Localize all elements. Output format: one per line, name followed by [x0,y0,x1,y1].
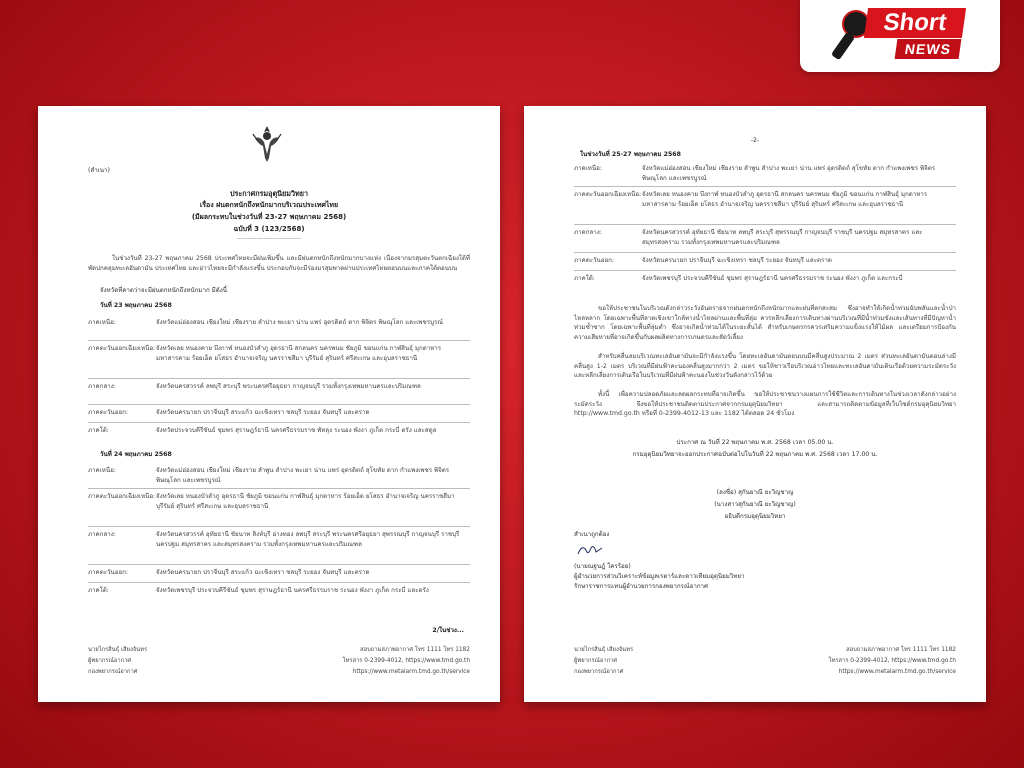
row-divider [88,488,470,489]
region-row [88,408,470,418]
certifier-name: (นายณฐนฎ์ ใครร้อย) [574,563,631,570]
region-provinces: จังหวัดเลย หนองคาย บึงกาฬ หนองบัวลำภู อุดรธานี สกลนคร นครพนม ชัยภูมิ ขอนแก่น กาฬสินธุ์ มุกดาหาร มหาสารคาม ร้อยเอ็ด ยโสธร อำนาจเจริญ นครราชสีมา บุรีรัมย์ สุรินทร์ ศรีสะเกษ และอุบลราชธานี [156,345,442,362]
advice-paragraph: ทั้งนี้ เพื่อความปลอดภัยและลดผลกระทบที่อาจเกิดขึ้น ขอให้ประชาชนวางแผนการใช้ชีวิตและการเดินทางในช่วงเวลาดังกล่าวอย่างระมัดระวัง จึงขอให้ประชาชนติดตามประกาศจากกรมอุตุนิยมวิทยา และสามารถติดตามข้อมูลที่เว็บไซต์กรมอุตุนิยมวิทยา http://www.tmd.go.th หรือที่ 0-2399-4012-13 และ 1182 ได้ตลอด 24 ชั่วโมง [574,391,956,418]
region-provinces: จังหวัดแม่ฮ่องสอน เชียงใหม่ เชียงราย ลำปาง พะเยา น่าน แพร่ อุตรดิตถ์ ตาก พิจิตร พิษณุโลก และเพชรบูรณ์ [156,319,444,326]
region-label: ภาคตะวันออก: [88,569,129,576]
intro-paragraph: ในช่วงวันที่ 23-27 พฤษภาคม 2568 ประเทศไทยจะมีฝนเพิ่มขึ้น และมีฝนตกหนักถึงหนักมากบางแห่ง เนื่องจากมรสุมตะวันตกเฉียงใต้ที่พัดปกคลุมทะเลอันดามัน ประเทศไทย และอ่าวไทยจะมีกำลังแรงขึ้น ประกอบกับจะมีร่องมรสุมพาดผ่านประเทศไทยตอนบนและภาคใต้ตอนบน [88,255,470,272]
page-number: -2- [750,137,760,144]
region-label: ภาคเหนือ: [574,165,602,172]
region-provinces: จังหวัดแม่ฮ่องสอน เชียงใหม่ เชียงราย ลำพูน ลำปาง พะเยา น่าน แพร่ อุตรดิตถ์ สุโขทัย ตาก กำแพงเพชร พิจิตร พิษณุโลก และเพชรบูรณ์ [642,165,936,182]
region-label: ภาคตะวันออกเฉียงเหนือ: [88,493,156,500]
region-label: ภาคตะวันออกเฉียงเหนือ: [574,191,642,198]
next-issue: กรมอุตุนิยมวิทยาจะออกประกาศฉบับต่อไปในวันที่ 22 พฤษภาคม พ.ศ. 2568 เวลา 17.00 น. [632,451,878,458]
region-provinces: จังหวัดนครนายก ปราจีนบุรี สระแก้ว ฉะเชิงเทรา ชลบุรี ระยอง จันทบุรี และตราด [156,569,370,576]
signature-line: (ลงชื่อ) สุกันยาณี ยะวิญชาญ [716,489,794,496]
title-divider: ----------------------------- [236,235,302,242]
footer-line: โทรสาร 0-2399-4012, https://www.tmd.go.th [342,658,470,664]
region-provinces: จังหวัดเลย หนองคาย บึงกาฬ หนองบัวลำภู อุดรธานี สกลนคร นครพนม ชัยภูมิ ขอนแก่น กาฬสินธุ์ มุกดาหาร มหาสารคาม ร้อยเอ็ด ยโสธร อำนาจเจริญ นครราชสีมา บุรีรัมย์ สุรินทร์ ศรีสะเกษ และอุบลราชธานี [642,191,928,208]
region-provinces: จังหวัดแม่ฮ่องสอน เชียงใหม่ เชียงราย ลำพูน ลำปาง พะเยา น่าน แพร่ อุตรดิตถ์ สุโขทัย ตาก กำแพงเพชร พิจิตร พิษณุโลก และเพชรบูรณ์ [156,467,450,484]
footer-line: กองพยากรณ์อากาศ [574,669,624,675]
footer-line: โทรสาร 0-2399-4012, https://www.tmd.go.th [828,658,956,664]
region-row [88,568,470,578]
row-divider [88,378,470,379]
region-provinces: จังหวัดนครนายก ปราจีนบุรี สระแก้ว ฉะเชิงเทรา ชลบุรี ระยอง จันทบุรี และตราด [156,409,370,416]
copy-mark: (สำเนา) [88,167,110,174]
certifier-position: ผู้อำนวยการส่วนวิเคราะห์ข้อมูลเรดาร์และดาวเทียมอุตุนิยมวิทยา [574,573,745,580]
certified-copy-label: สำเนาถูกต้อง [574,531,610,538]
footer-line: สอบถามสภาพอากาศ โทร 1111 โทร 1182 [846,647,956,653]
region-row [88,530,470,549]
region-row [88,466,470,485]
region-label: ภาคตะวันออก: [88,409,129,416]
region-row [88,344,470,363]
row-divider [88,340,470,341]
doc-subject: เรื่อง ฝนตกหนักถึงหนักมากบริเวณประเทศไทย [199,201,339,209]
region-provinces: จังหวัดนครสวรรค์ อุทัยธานี ชัยนาท สิงห์บุรี อ่างทอง ลพบุรี สระบุรี พระนครศรีอยุธยา สุพรรณบุรี กาญจนบุรี ราชบุรี นครปฐม สมุทรสาคร และสมุทรสงคราม รวมทั้งกรุงเทพมหานครและปริมณฑล [156,531,460,548]
region-provinces: จังหวัดประจวบคีรีขันธ์ ชุมพร สุราษฎร์ธานี นครศรีธรรมราช พัทลุง ระนอง พังงา ภูเก็ต กระบี่ ตรัง และสตูล [156,427,437,434]
warning-paragraph: ขอให้ประชาชนในบริเวณดังกล่าวระวังอันตรายจากฝนตกหนักถึงหนักมากและฝนที่ตกสะสม ซึ่งอาจทำให้เกิดน้ำท่วมฉับพลันและน้ำป่าไหลหลาก โดยเฉพาะพื้นที่ลาดเชิงเขาใกล้ทางน้ำไหลผ่านและพื้นที่ลุ่ม ควรหลีกเลี่ยงการเดินทางผ่านบริเวณที่มีน้ำท่วมขังและเส้นทางที่มีปัญหาน้ำท่วมซ้ำซาก โดยเฉพาะพื้นที่ลุ่มต่ำ ซึ่งอาจเกิดน้ำท่วมได้ในระยะสั้นได้ สำหรับเกษตรกรควรเสริมความแข็งแรงให้ไม้ผล และเตรียมการป้องกันความเสียหายที่อาจเกิดขึ้นกับผลผลิตทางการเกษตรและสัตว์เลี้ยง [574,305,956,341]
day1-heading: วันที่ 23 พฤษภาคม 2568 [100,302,172,309]
region-label: ภาคกลาง: [88,531,116,538]
region-row [574,274,956,284]
row-divider [88,404,470,405]
footer-line: https://www.metalarm.tmd.go.th/service [352,669,470,675]
region-provinces: จังหวัดนครนายก ปราจีนบุรี ฉะเชิงเทรา ชลบุรี ระยอง จันทบุรี และตราด [642,257,832,264]
region-label: ภาคเหนือ: [88,467,116,474]
region-row [574,228,956,247]
row-divider [574,186,956,187]
region-provinces: จังหวัดนครสวรรค์ ลพบุรี สระบุรี พระนครศรีอยุธยา กาญจนบุรี รวมทั้งกรุงเทพมหานครและปริมณฑล [156,383,421,390]
region-label: ภาคเหนือ: [88,319,116,326]
lead-text: จังหวัดที่คาดว่าจะมีฝนตกหนักถึงหนักมาก มีดังนี้ [100,287,228,294]
region-row [88,426,470,436]
footer-line: กองพยากรณ์อากาศ [88,669,138,675]
footer-line: https://www.metalarm.tmd.go.th/service [838,669,956,675]
issue-date: ประกาศ ณ วันที่ 22 พฤษภาคม พ.ศ. 2568 เวลา 05.00 น. [676,439,834,446]
row-divider [88,582,470,583]
signatory-title: อธิบดีกรมอุตุนิยมวิทยา [724,513,786,520]
footer-line: สอบถามสภาพอากาศ โทร 1111 โทร 1182 [360,647,470,653]
continue-marker: 2/ในช่วง... [432,627,464,634]
doc-period: (มีผลกระทบในช่วงวันที่ 23-27 พฤษภาคม 2568) [191,213,347,221]
region-row [88,492,470,511]
region-label: ภาคตะวันออก: [574,257,615,264]
region-row [88,586,470,596]
region-row [88,382,470,392]
document-page-2 [524,106,986,702]
region-row [574,164,956,183]
region-label: ภาคตะวันออกเฉียงเหนือ: [88,345,156,352]
row-divider [574,224,956,225]
region-provinces: จังหวัดเพชรบุรี ประจวบคีรีขันธ์ ชุมพร สุราษฎร์ธานี นครศรีธรรมราช ระนอง พังงา ภูเก็ต กระบี่ และตรัง [156,587,429,594]
logo-short-text: Short [864,8,966,38]
region-provinces: จังหวัดเพชรบุรี ประจวบคีรีขันธ์ ชุมพร สุราษฎร์ธานี นครศรีธรรมราช ระนอง พังงา ภูเก็ต และกระบี่ [642,275,903,282]
footer-contact [342,645,470,678]
doc-issue: ฉบับที่ 3 (123/2568) [233,225,305,233]
day3-heading: ในช่วงวันที่ 25-27 พฤษภาคม 2568 [580,151,681,158]
row-divider [88,564,470,565]
certifier-acting: รักษาราชการแทนผู้อำนวยการกองพยากรณ์อากาศ [574,583,708,590]
footer-author [574,645,633,678]
row-divider [88,526,470,527]
row-divider [88,422,470,423]
footer-line: นายไกรสินธุ์ เสียงจันทร [574,647,634,653]
signatory-name: (นางสาวสุกันยาณี ยะวิญชาญ) [714,501,796,508]
short-news-logo [800,0,1000,72]
footer-line: ผู้พยากรณ์อากาศ [574,658,618,664]
footer-line: นายไกรสินธุ์ เสียงจันทร [88,647,148,653]
region-label: ภาคใต้: [88,427,109,434]
doc-title: ประกาศกรมอุตุนิยมวิทยา [229,189,309,198]
footer-author [88,645,147,678]
row-divider [574,270,956,271]
row-divider [574,252,956,253]
handwritten-signature [576,542,606,558]
region-label: ภาคกลาง: [88,383,116,390]
garuda-emblem-icon [251,124,283,164]
day2-heading: วันที่ 24 พฤษภาคม 2568 [100,451,172,458]
logo-news-text: NEWS [895,39,962,59]
document-page-1 [38,106,500,702]
region-row [574,190,956,209]
region-row [574,256,956,266]
region-provinces: จังหวัดเลย หนองบัวลำภู อุดรธานี ชัยภูมิ ขอนแก่น กาฬสินธุ์ มุกดาหาร ร้อยเอ็ด ยโสธร อำนาจเจริญ นครราชสีมา บุรีรัมย์ สุรินทร์ ศรีสะเกษ และอุบลราชธานี [156,493,455,510]
region-label: ภาคใต้: [88,587,109,594]
waves-paragraph: สำหรับคลื่นลมบริเวณทะเลอันดามันจะมีกำลังแรงขึ้น โดยทะเลอันดามันตอนบนมีคลื่นสูงประมาณ 2 เมตร ส่วนทะเลอันดามันตอนล่างมีคลื่นสูง 1-2 เมตร บริเวณที่มีฝนฟ้าคะนองคลื่นสูงมากกว่า 2 เมตร ขอให้ชาวเรือบริเวณอ่าวไทยและทะเลอันดามันเดินเรือด้วยความระมัดระวังและหลีกเลี่ยงการเดินเรือในบริเวณที่มีฝนฟ้าคะนองในช่วงวันดังกล่าวไว้ด้วย [574,353,956,380]
region-provinces: จังหวัดนครสวรรค์ อุทัยธานี ชัยนาท ลพบุรี สระบุรี สุพรรณบุรี กาญจนบุรี ราชบุรี นครปฐม สมุทรสาคร และสมุทรสงคราม รวมทั้งกรุงเทพมหานครและปริมณฑล [642,229,923,246]
microphone-handle [831,32,855,61]
footer-line: ผู้พยากรณ์อากาศ [88,658,132,664]
region-label: ภาคใต้: [574,275,595,282]
region-label: ภาคกลาง: [574,229,602,236]
region-row [88,318,470,328]
footer-contact [828,645,956,678]
